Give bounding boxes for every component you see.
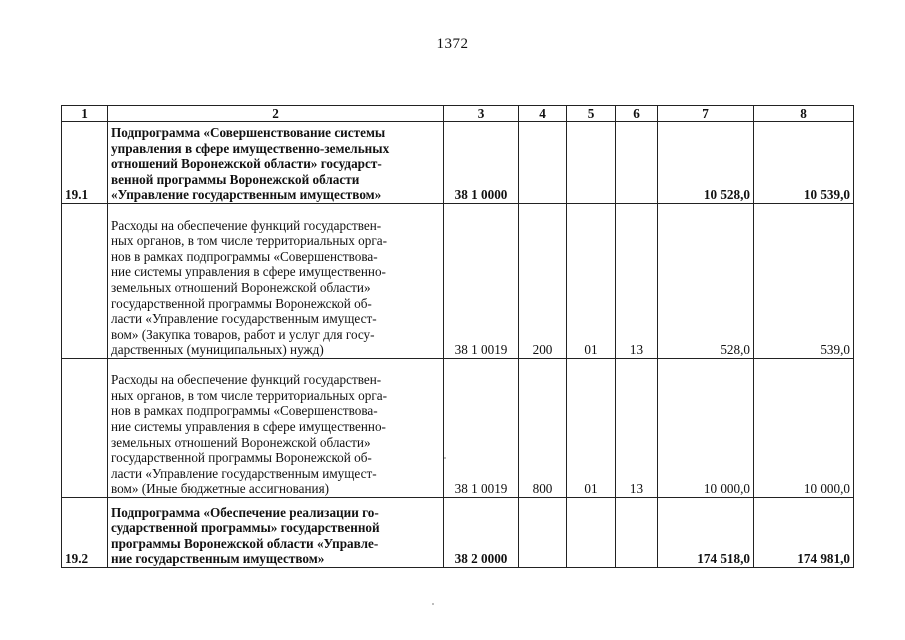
- page-number: 1372: [436, 36, 469, 52]
- row-description: Подпрограмма «Совершенствование системы управления в сфере имущественно-земельных отношений Воронежской области» государст- венной программы Воронежской области «Управление государственным имуществом»: [108, 122, 444, 204]
- header-row: [62, 106, 854, 122]
- row-col8: 10 539,0: [754, 122, 854, 204]
- row-col4: [519, 122, 567, 204]
- table-row: [62, 204, 854, 359]
- row-col7: 528,0: [658, 204, 754, 359]
- row-col8: 174 981,0: [754, 498, 854, 568]
- row-description: Расходы на обеспечение функций государствен- ных органов, в том числе территориальных орга- нов в рамках подпрограммы «Совершенствова- ние системы управления в сфере имущественно- земельных отношений Воронежской области» государственной программы Воронежской об- ласти «Управление государственным имущест- вом» (Закупка товаров, работ и услуг для госу- дарственных (муниципальных) нужд): [108, 204, 444, 359]
- header-col-4: 4: [519, 106, 567, 122]
- row-col6: 13: [616, 359, 658, 498]
- row-id: 19.1: [62, 122, 108, 204]
- row-description: Расходы на обеспечение функций государствен- ных органов, в том числе территориальных орга- нов в рамках подпрограммы «Совершенствова- ние системы управления в сфере имущественно- земельных отношений Воронежской области» государственной программы Воронежской об- ласти «Управление государственным имущест- вом» (Иные бюджетные ассигнования): [108, 359, 444, 498]
- row-col5: [567, 498, 616, 568]
- row-id: 19.2: [62, 498, 108, 568]
- table-row: [62, 359, 854, 498]
- header-col-7: 7: [658, 106, 754, 122]
- scan-speck: [432, 603, 434, 605]
- row-col5: 01: [567, 359, 616, 498]
- row-col4: [519, 498, 567, 568]
- row-col5: [567, 122, 616, 204]
- row-col5: 01: [567, 204, 616, 359]
- scan-speck: [444, 457, 446, 459]
- header-col-5: 5: [567, 106, 616, 122]
- row-col4: 200: [519, 204, 567, 359]
- header-col-3: 3: [444, 106, 519, 122]
- row-code: 38 1 0000: [444, 122, 519, 204]
- header-col-6: 6: [616, 106, 658, 122]
- row-col8: 539,0: [754, 204, 854, 359]
- header-col-2: 2: [108, 106, 444, 122]
- row-id: [62, 359, 108, 498]
- header-col-8: 8: [754, 106, 854, 122]
- row-col7: 174 518,0: [658, 498, 754, 568]
- row-code: 38 1 0019: [444, 359, 519, 498]
- row-code: 38 2 0000: [444, 498, 519, 568]
- row-col4: 800: [519, 359, 567, 498]
- row-col7: 10 528,0: [658, 122, 754, 204]
- budget-table: [61, 105, 854, 568]
- row-code: 38 1 0019: [444, 204, 519, 359]
- table-row: [62, 122, 854, 204]
- row-col6: 13: [616, 204, 658, 359]
- row-col8: 10 000,0: [754, 359, 854, 498]
- row-description: Подпрограмма «Обеспечение реализации го- сударственной программы» государственной программы Воронежской области «Управле- ние государственным имуществом»: [108, 498, 444, 568]
- row-id: [62, 204, 108, 359]
- row-col6: [616, 122, 658, 204]
- header-col-1: 1: [62, 106, 108, 122]
- row-col7: 10 000,0: [658, 359, 754, 498]
- row-col6: [616, 498, 658, 568]
- table-row: [62, 498, 854, 568]
